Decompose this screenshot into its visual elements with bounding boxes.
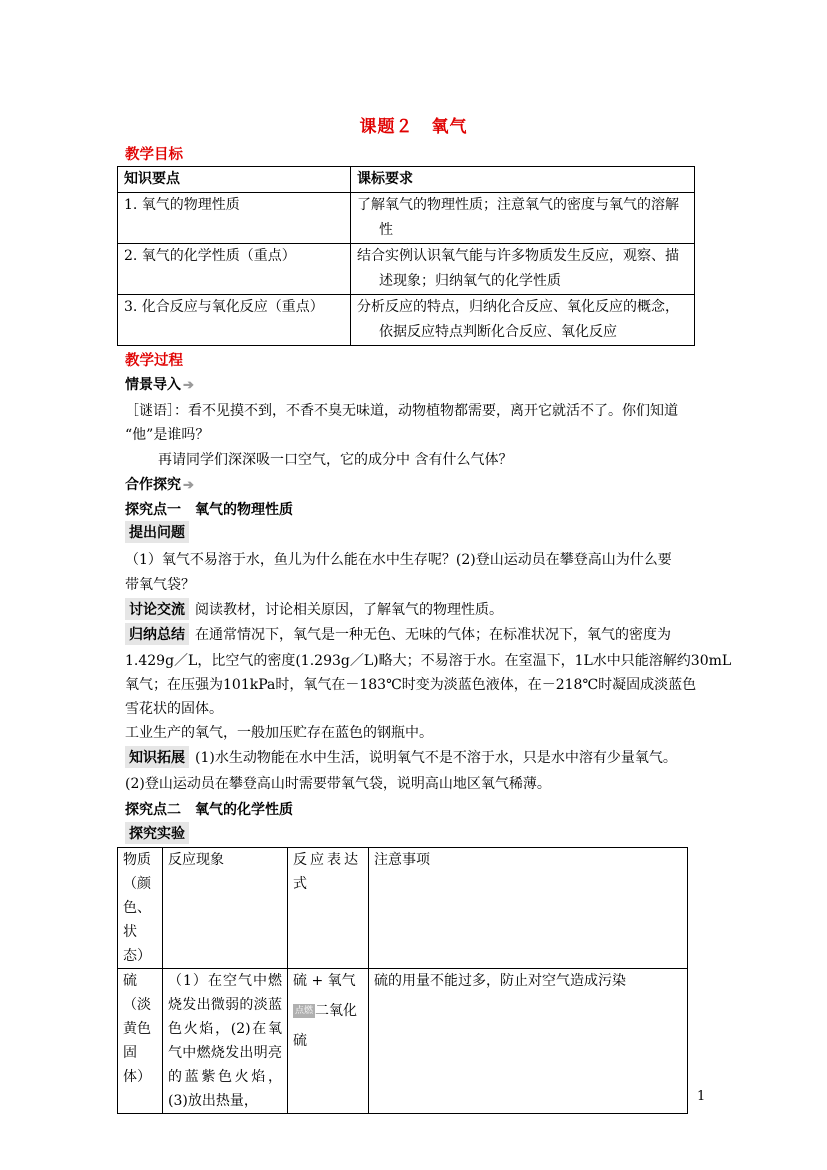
summary-line: 雪花状的固体。: [125, 701, 223, 717]
discuss-label: 讨论交流: [125, 598, 189, 620]
cell-line: 述现象；归纳氧气的化学性质: [379, 273, 561, 289]
page-title: 课题２ 氧气: [359, 117, 468, 137]
riddle-line: ［谜语］：看不见摸不到，不香不臭无味道，动物植物都需要，离开它就活不了。你们知道: [125, 403, 678, 419]
table-cell: [351, 295, 695, 346]
scene-intro-label: 情景导入: [125, 377, 181, 393]
table-cell: [288, 969, 369, 1114]
goals-heading: 教学目标: [125, 146, 183, 163]
table-header-row: [118, 167, 695, 193]
table-cell: [351, 244, 695, 295]
expand-line: (2)登山运动员在攀登高山时需要带氧气袋，说明高山地区氧气稀薄。: [125, 776, 551, 792]
ask-heading: [125, 521, 195, 543]
ask-line: （1）氧气不易溶于水，鱼儿为什么能在水中生存呢？(2)登山运动员在攀登高山为什么要: [125, 552, 672, 568]
cell-line: 性: [379, 222, 393, 238]
arrow-right-icon: ➔: [183, 378, 194, 393]
riddle-line: 再请同学们深深吸一口空气，它的成分中 含有什么气体？: [158, 452, 513, 468]
cell-line: 依据反应特点判断化合反应、氧化反应: [379, 324, 617, 340]
expression-product: 二氧化: [315, 1003, 358, 1019]
page-number: 1: [697, 1089, 706, 1104]
cell-line: 结合实例认识氧气能与许多物质发生反应，观察、描: [357, 248, 679, 264]
expression-line-2: [293, 999, 363, 1023]
expression-line: 硫 + 氧气: [293, 973, 356, 989]
coop-heading: [125, 474, 194, 494]
experiment-label: 探究实验: [125, 822, 189, 844]
riddle-line: “他”是谁吗？: [125, 427, 210, 443]
table-cell: 1. 氧气的物理性质: [118, 193, 351, 244]
ask-label: 提出问题: [125, 521, 189, 543]
table-cell: [351, 193, 695, 244]
point2-heading: 探究点二 氧气的化学性质: [125, 802, 293, 818]
table-row: [118, 193, 695, 244]
goals-table: [117, 166, 695, 346]
discuss-text: 阅读教材，讨论相关原因，了解氧气的物理性质。: [195, 602, 503, 618]
table-header-row: [118, 848, 688, 969]
summary-line: 1.429g／L，比空气的密度(1.293g／L)略大；不易溶于水。在室温下，1L水中只能溶解约30mL: [125, 653, 732, 669]
table-row: [118, 295, 695, 346]
table-row: [118, 969, 688, 1114]
table-cell: 硫（淡黄色固体）: [118, 969, 163, 1114]
table-cell: 硫的用量不能过多，防止对空气造成污染: [369, 969, 688, 1114]
table-row: [118, 244, 695, 295]
table-cell: （1）在空气中燃烧发出微弱的淡蓝色火焰，(2)在氧气中燃烧发出明亮的蓝紫色火焰，(3)放出热量，: [163, 969, 288, 1114]
table-header-cell: 注意事项: [369, 848, 688, 969]
table-cell: 3. 化合反应与氧化反应（重点）: [118, 295, 351, 346]
summary-text: 在通常情况下，氧气是一种无色、无味的气体；在标准状况下，氧气的密度为: [195, 627, 671, 643]
table-cell: 2. 氧气的化学性质（重点）: [118, 244, 351, 295]
cell-line: 分析反应的特点，归纳化合反应、氧化反应的概念，: [357, 299, 679, 315]
discuss-row: [125, 598, 503, 620]
ignite-condition-badge: 点燃: [295, 1006, 314, 1016]
expression-line: 硫: [293, 1033, 307, 1049]
table-header-cell: 反应表达式: [288, 848, 369, 969]
table-header-cell: 知识要点: [118, 167, 351, 193]
table-header-cell: 物质（颜色、状态）: [118, 848, 163, 969]
ask-line: 带氧气袋？: [125, 577, 195, 593]
expand-label: 知识拓展: [125, 746, 189, 768]
process-heading: 教学过程: [125, 352, 183, 369]
cell-line: 了解氧气的物理性质；注意氧气的密度与氧气的溶解: [357, 197, 679, 213]
summary-label: 归纳总结: [125, 623, 189, 645]
point1-heading: 探究点一 氧气的物理性质: [125, 502, 293, 518]
expand-text: (1)水生动物能在水中生活，说明氧气不是不溶于水，只是水中溶有少量氧气。: [195, 750, 677, 766]
table-header-cell: 反应现象: [163, 848, 288, 969]
table-header-cell: 课标要求: [351, 167, 695, 193]
summary-line: 氧气；在压强为101kPa时，氧气在－183℃时变为淡蓝色液体，在－218℃时凝固成淡蓝色: [125, 677, 697, 693]
summary-row: [125, 623, 671, 645]
expand-row: [125, 746, 677, 768]
coop-label: 合作探究: [125, 477, 181, 493]
arrow-right-icon: ➔: [183, 478, 194, 493]
experiment-heading: [125, 822, 195, 844]
scene-intro-heading: [125, 374, 194, 394]
industry-line: 工业生产的氧气，一般加压贮存在蓝色的钢瓶中。: [125, 725, 433, 741]
experiment-table: [117, 847, 688, 1114]
